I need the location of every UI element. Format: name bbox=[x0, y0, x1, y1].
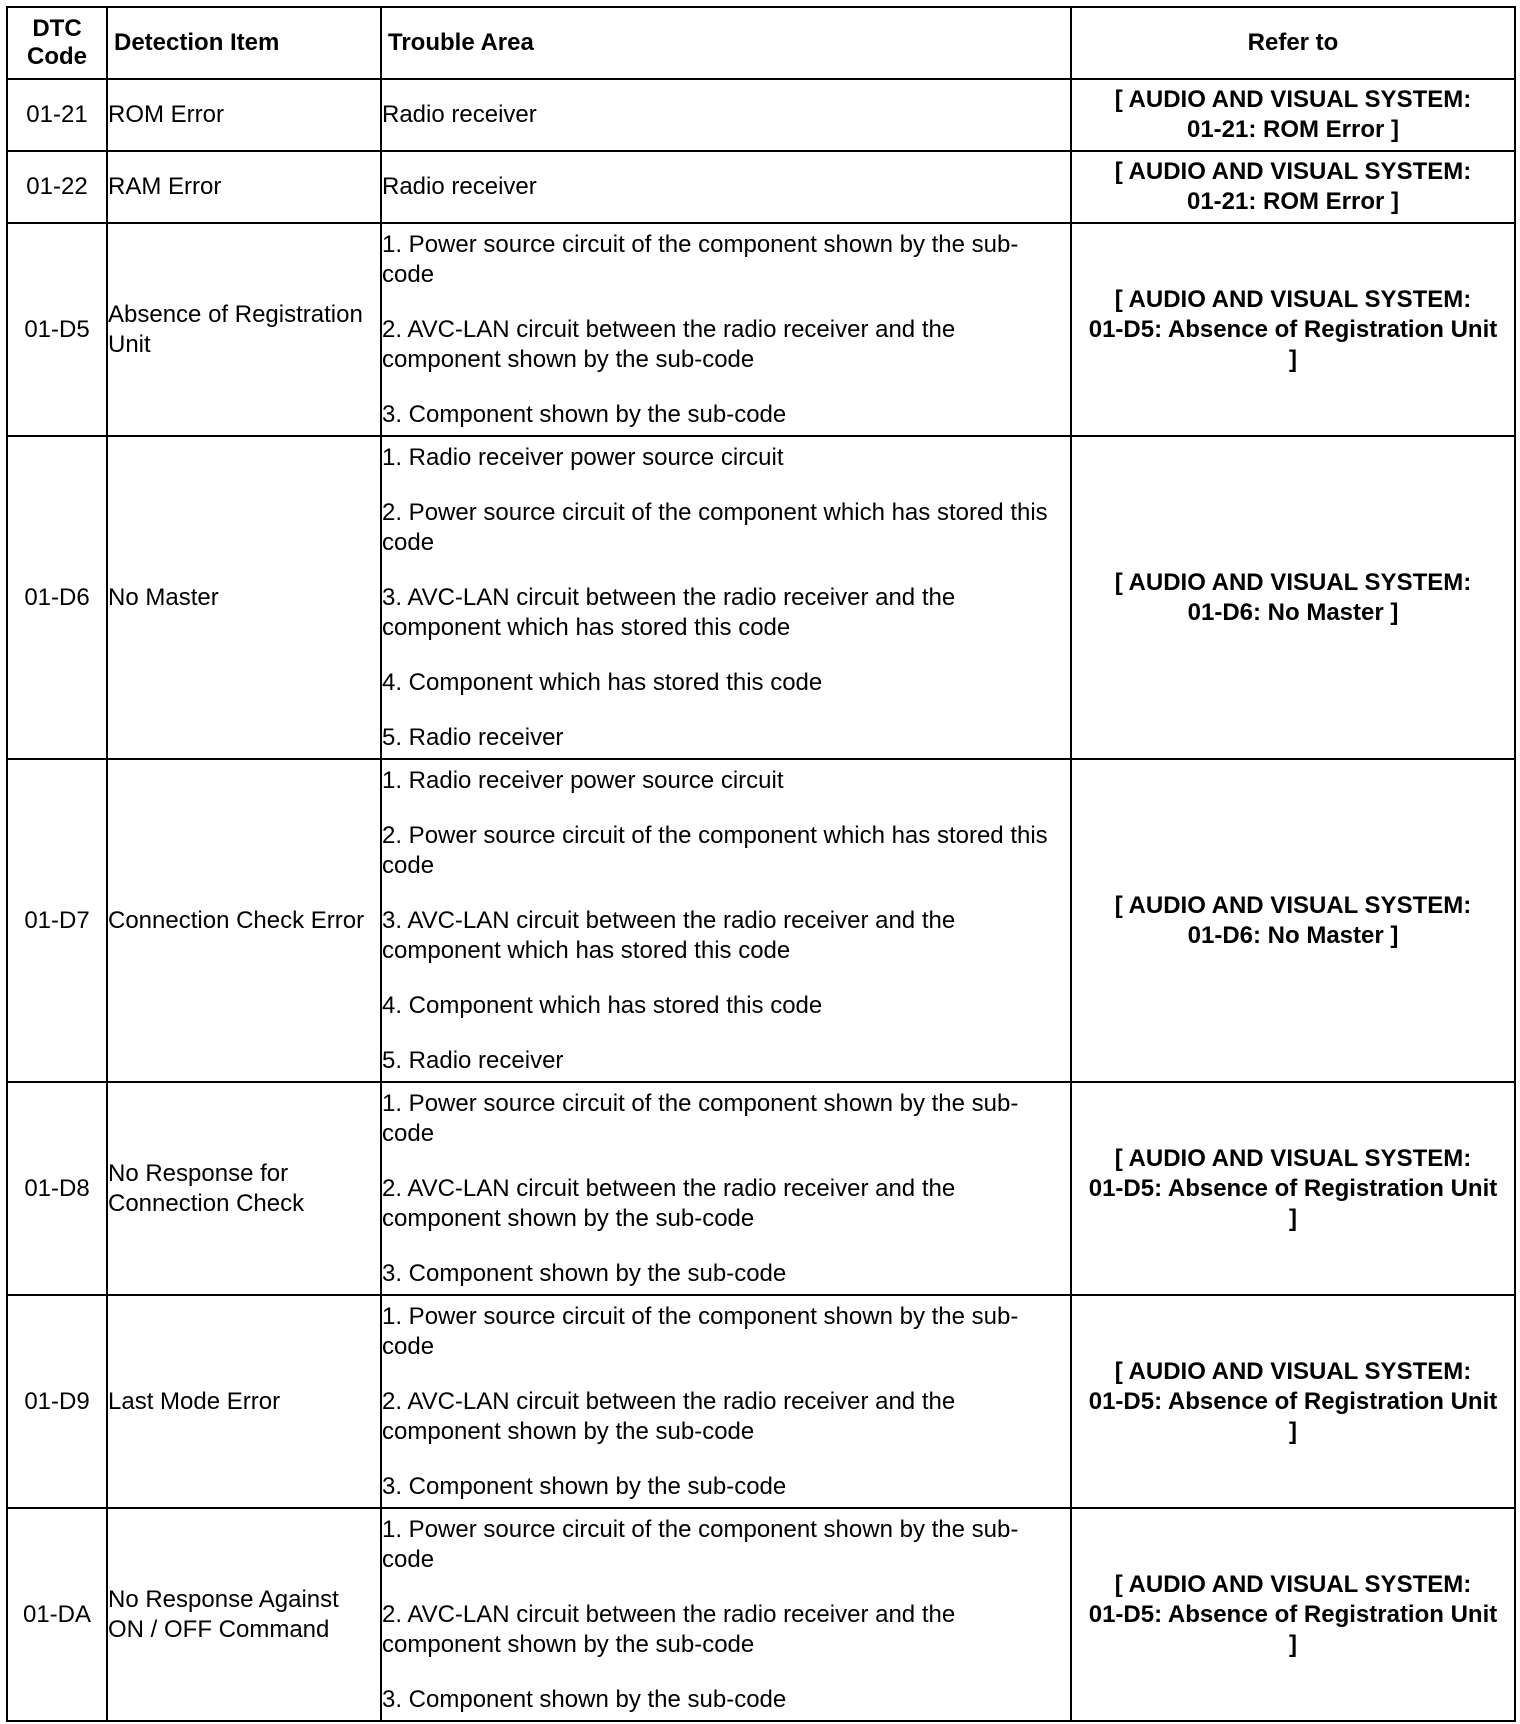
table-row bbox=[7, 1295, 1515, 1508]
trouble-area-item: 5. Radio receiver bbox=[382, 1046, 564, 1074]
refer-to-cell bbox=[1071, 1295, 1515, 1508]
trouble-area-item: 3. Component shown by the sub-code bbox=[382, 1685, 787, 1713]
trouble-area-item: 3. Component shown by the sub-code bbox=[382, 1472, 787, 1500]
dtc-code-cell: 01-D5 bbox=[7, 223, 107, 436]
refer-to-line: [ AUDIO AND VISUAL SYSTEM: bbox=[1114, 285, 1472, 313]
refer-to-cell bbox=[1071, 223, 1515, 436]
refer-to-line: 01-D6: No Master ] bbox=[1187, 921, 1399, 949]
header-detection-item: Detection Item bbox=[107, 7, 381, 79]
dtc-code-cell: 01-D6 bbox=[7, 436, 107, 759]
dtc-code-cell: 01-DA bbox=[7, 1508, 107, 1721]
refer-to-line: 01-21: ROM Error ] bbox=[1186, 188, 1400, 215]
refer-to-line: ] bbox=[1289, 1204, 1297, 1232]
trouble-area-item: 3. AVC-LAN circuit between the radio receiver and the component which has stored this code bbox=[382, 583, 956, 641]
refer-to-line: 01-D5: Absence of Registration Unit bbox=[1088, 1387, 1498, 1415]
header-trouble-area: Trouble Area bbox=[381, 7, 1071, 79]
trouble-area-item: 3. AVC-LAN circuit between the radio receiver and the component which has stored this code bbox=[382, 906, 956, 964]
refer-to-cell bbox=[1071, 759, 1515, 1082]
refer-to-line: 01-21: ROM Error ] bbox=[1186, 116, 1400, 143]
trouble-area-item: 4. Component which has stored this code bbox=[382, 668, 823, 696]
header-dtc-code-line1: DTC bbox=[32, 15, 82, 42]
trouble-area-item: 3. Component shown by the sub-code bbox=[382, 1259, 787, 1287]
dtc-code-cell: 01-D9 bbox=[7, 1295, 107, 1508]
refer-to-line: ] bbox=[1289, 1630, 1297, 1658]
trouble-area-item: 1. Power source circuit of the component shown by the sub-code bbox=[382, 1515, 1019, 1573]
trouble-area-cell bbox=[381, 436, 1071, 759]
header-row bbox=[7, 7, 1515, 79]
trouble-area-item: 2. AVC-LAN circuit between the radio receiver and the component shown by the sub-code bbox=[382, 1387, 956, 1445]
trouble-area-item: 2. AVC-LAN circuit between the radio receiver and the component shown by the sub-code bbox=[382, 1600, 956, 1658]
trouble-area-cell bbox=[381, 223, 1071, 436]
detection-item-cell: ROM Error bbox=[107, 79, 381, 151]
dtc-code-cell: 01-21 bbox=[7, 79, 107, 151]
refer-to-line: [ AUDIO AND VISUAL SYSTEM: bbox=[1114, 158, 1472, 185]
table-row bbox=[7, 79, 1515, 151]
trouble-area-item: Radio receiver bbox=[382, 101, 537, 128]
trouble-area-item: 2. AVC-LAN circuit between the radio receiver and the component shown by the sub-code bbox=[382, 315, 956, 373]
detection-item-cell: Connection Check Error bbox=[107, 759, 381, 1082]
detection-item-cell: No Response Against ON / OFF Command bbox=[107, 1508, 381, 1721]
trouble-area-item: 1. Radio receiver power source circuit bbox=[382, 443, 784, 471]
detection-item-cell: RAM Error bbox=[107, 151, 381, 223]
trouble-area-item: 4. Component which has stored this code bbox=[382, 991, 823, 1019]
trouble-area-item: 1. Radio receiver power source circuit bbox=[382, 766, 784, 794]
dtc-table bbox=[6, 6, 1516, 1722]
refer-to-cell bbox=[1071, 151, 1515, 223]
trouble-area-cell bbox=[381, 759, 1071, 1082]
trouble-area-item: 2. AVC-LAN circuit between the radio receiver and the component shown by the sub-code bbox=[382, 1174, 956, 1232]
trouble-area-cell bbox=[381, 79, 1071, 151]
refer-to-line: ] bbox=[1289, 1417, 1297, 1445]
refer-to-cell bbox=[1071, 79, 1515, 151]
trouble-area-cell bbox=[381, 1295, 1071, 1508]
refer-to-line: [ AUDIO AND VISUAL SYSTEM: bbox=[1114, 891, 1472, 919]
table-row bbox=[7, 1508, 1515, 1721]
refer-to-line: [ AUDIO AND VISUAL SYSTEM: bbox=[1114, 1357, 1472, 1385]
refer-to-cell bbox=[1071, 436, 1515, 759]
table-row bbox=[7, 223, 1515, 436]
trouble-area-cell bbox=[381, 1508, 1071, 1721]
refer-to-line: 01-D5: Absence of Registration Unit bbox=[1088, 315, 1498, 343]
refer-to-line: [ AUDIO AND VISUAL SYSTEM: bbox=[1114, 86, 1472, 113]
refer-to-line: 01-D5: Absence of Registration Unit bbox=[1088, 1174, 1498, 1202]
table-row bbox=[7, 1082, 1515, 1295]
header-dtc-code bbox=[7, 7, 107, 79]
trouble-area-item: 1. Power source circuit of the component shown by the sub-code bbox=[382, 1302, 1019, 1360]
trouble-area-cell bbox=[381, 1082, 1071, 1295]
trouble-area-item: Radio receiver bbox=[382, 173, 537, 200]
detection-item-cell: Last Mode Error bbox=[107, 1295, 381, 1508]
trouble-area-item: 5. Radio receiver bbox=[382, 723, 564, 751]
refer-to-line: 01-D5: Absence of Registration Unit bbox=[1088, 1600, 1498, 1628]
table-row bbox=[7, 759, 1515, 1082]
dtc-code-cell: 01-D7 bbox=[7, 759, 107, 1082]
trouble-area-cell bbox=[381, 151, 1071, 223]
trouble-area-item: 3. Component shown by the sub-code bbox=[382, 400, 787, 428]
refer-to-line: ] bbox=[1289, 345, 1297, 373]
dtc-code-cell: 01-22 bbox=[7, 151, 107, 223]
detection-item-cell: No Response for Connection Check bbox=[107, 1082, 381, 1295]
trouble-area-item: 2. Power source circuit of the component which has stored this code bbox=[382, 821, 1048, 879]
trouble-area-item: 1. Power source circuit of the component shown by the sub-code bbox=[382, 1089, 1019, 1147]
refer-to-line: 01-D6: No Master ] bbox=[1187, 598, 1399, 626]
table-row bbox=[7, 151, 1515, 223]
trouble-area-item: 2. Power source circuit of the component which has stored this code bbox=[382, 498, 1048, 556]
header-refer-to: Refer to bbox=[1071, 7, 1515, 79]
refer-to-line: [ AUDIO AND VISUAL SYSTEM: bbox=[1114, 1570, 1472, 1598]
refer-to-cell bbox=[1071, 1508, 1515, 1721]
refer-to-cell bbox=[1071, 1082, 1515, 1295]
detection-item-cell: Absence of Registration Unit bbox=[107, 223, 381, 436]
dtc-code-cell: 01-D8 bbox=[7, 1082, 107, 1295]
detection-item-cell: No Master bbox=[107, 436, 381, 759]
refer-to-line: [ AUDIO AND VISUAL SYSTEM: bbox=[1114, 568, 1472, 596]
table-row bbox=[7, 436, 1515, 759]
header-dtc-code-line2: Code bbox=[27, 43, 87, 70]
trouble-area-item: 1. Power source circuit of the component shown by the sub-code bbox=[382, 230, 1019, 288]
refer-to-line: [ AUDIO AND VISUAL SYSTEM: bbox=[1114, 1144, 1472, 1172]
table-body bbox=[7, 79, 1515, 1721]
